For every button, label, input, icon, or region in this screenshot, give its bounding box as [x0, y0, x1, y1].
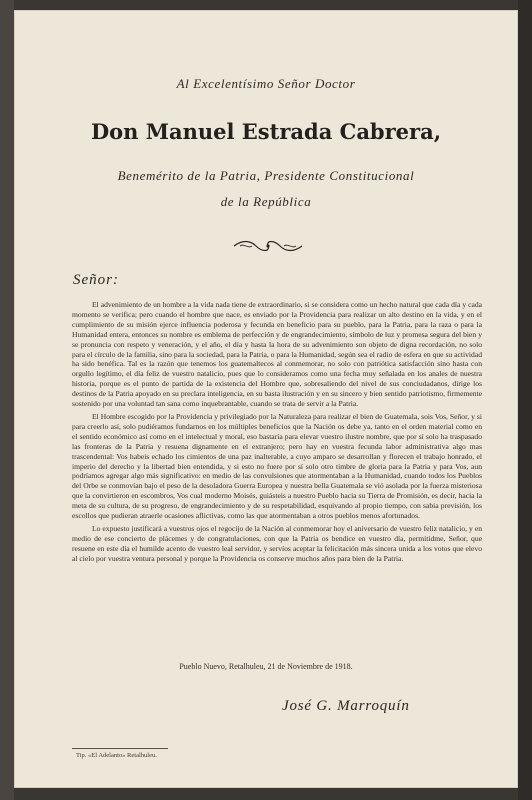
addressee-name: Don Manuel Estrada Cabrera, — [90, 119, 442, 144]
footer-rule — [72, 748, 168, 749]
printer-imprint: Tip. «El Adelanto» Retalhuleu. — [76, 752, 157, 759]
scroll-flourish-ornament-icon — [232, 238, 304, 254]
paragraph-3: Lo expuesto justificará a vuestros ojos el regocijo de la Nación al conmemorar hoy el aniversario de vuestro feliz natalicio, y en medio de ese concierto de plácemes y de congratulaciones, con que la Patria os bendice en vuestro día, permitidme, Señor, que resuene en este día el humilde acento de vuestro leal servidor, y servíos aceptar la felicitación más sincera unida a los votos que elevo al cielo por vuestra ventura personal y porque la Providencia os conserve muchos años para bien de la Patria. — [72, 523, 482, 563]
signature: José G. Marroquín — [282, 698, 410, 714]
salutation: Señor: — [73, 272, 119, 288]
letter-body — [72, 300, 482, 567]
addressee-title: Benemérito de la Patria, Presidente Constitucional — [117, 168, 415, 183]
page-edge-left — [0, 0, 14, 800]
dedication-line: Al Excelentísimo Señor Doctor — [176, 76, 356, 91]
paragraph-1: El advenimiento de un hombre a la vida nada tiene de extraordinario, si se considera como un hecho natural que cada día y cada momento se verifica; pero cuando el hombre que nace, es enviado por la Providencia para realizar un alto destino en la vida, y en el cumplimiento de su misión ejerce influencia poderosa y fecunda en beneficio para su pueblo, para la Patria, para la raza o para la Humanidad entera, entonces su nombre es emblema de perfección y de engrandecimiento, símbolo de luz y promesa segura del bien y se pronuncia con respeto y veneración, y el año, el día y hasta la hora de su advenimiento son objeto de digna recordación, no solo para el círculo de la familia, sino para la sociedad, para la Patria, o para la Humanidad, según sea el radio de esfera en que su actividad ha sido benéfica. Tal es la razón que tenemos los guatemaltecos al conmemorar, no solo con patriótica satisfacción sino hasta con orgullo legítimo, el día feliz de vuestro natalicio, pues que lo consideramos como una fecha muy señalada en los anales de nuestra historia, porque es el punto de partida de la existencia del Hombre que, sobresaliendo del nivel de sus conciudadanos, dirige los destinos de la Patria apoyado en su preclara inteligencia, en su basta ilustración y en su sincero y bien sentido patriotismo, firmemente sostenido por una voluntad tan sana como inquebrantable, cuando se trata de servir a la Patria. — [72, 300, 482, 409]
place-date-line: Pueblo Nuevo, Retalhuleu, 21 de Noviembre de 1918. — [179, 662, 353, 671]
paragraph-2: El Hombre escogido por la Providencia y privilegiado por la Naturaleza para realizar el bien de Guatemala, sois Vos, Señor, y si para creerlo así, solo pudiéramos fundarnos en los múltiples beneficios que la Nación os debe ya, tanto en el orden material como en el sentido económico así como en el intelectual y moral, eso bastaría para elevar vuestro ilustre nombre, que por sí solo ha traspasado las fronteras de la Patria y resuena dignamente en el extranjero; pero hay en vuestra fecunda labor administrativa algo mas trascendental: Vos habeis echado los cimientos de una paz inalterable, a cuyo amparo se desarrollan y florecen el trabajo honrado, el imperio del derecho y la libertad bien entendida, y si esto no fuere por sí solo otro timbre de gloria para la Patria y para Vos, aun podríamos agregar algo más significativo: en medio de las convulsiones que atormentaban a la Humanidad, cuando todos los Pueblos del Orbe se conmovían bajo el peso de la desoladora Guerra Europea y nuestra bella Guatemala se vió asolada por la fuerza misteriosa que la convirtieron en escombros, Vos cual moderno Moisés, guiásteis a nuestro Pueblo hacia su Tierra de Promisión, es decir, hacia la meta de su cultura, de su progreso, de engrandecimiento y de su respetabilidad, esquivando al propio tiempo, con sabia previsión, los escollos que pudieran atraerle ocasiones aflictivas, como las que atormentaban a otros pueblos menos afortunados. — [72, 411, 482, 521]
document-sheet — [14, 10, 518, 788]
addressee-title-cont: de la República — [220, 194, 312, 209]
page-edge-right — [518, 0, 532, 800]
